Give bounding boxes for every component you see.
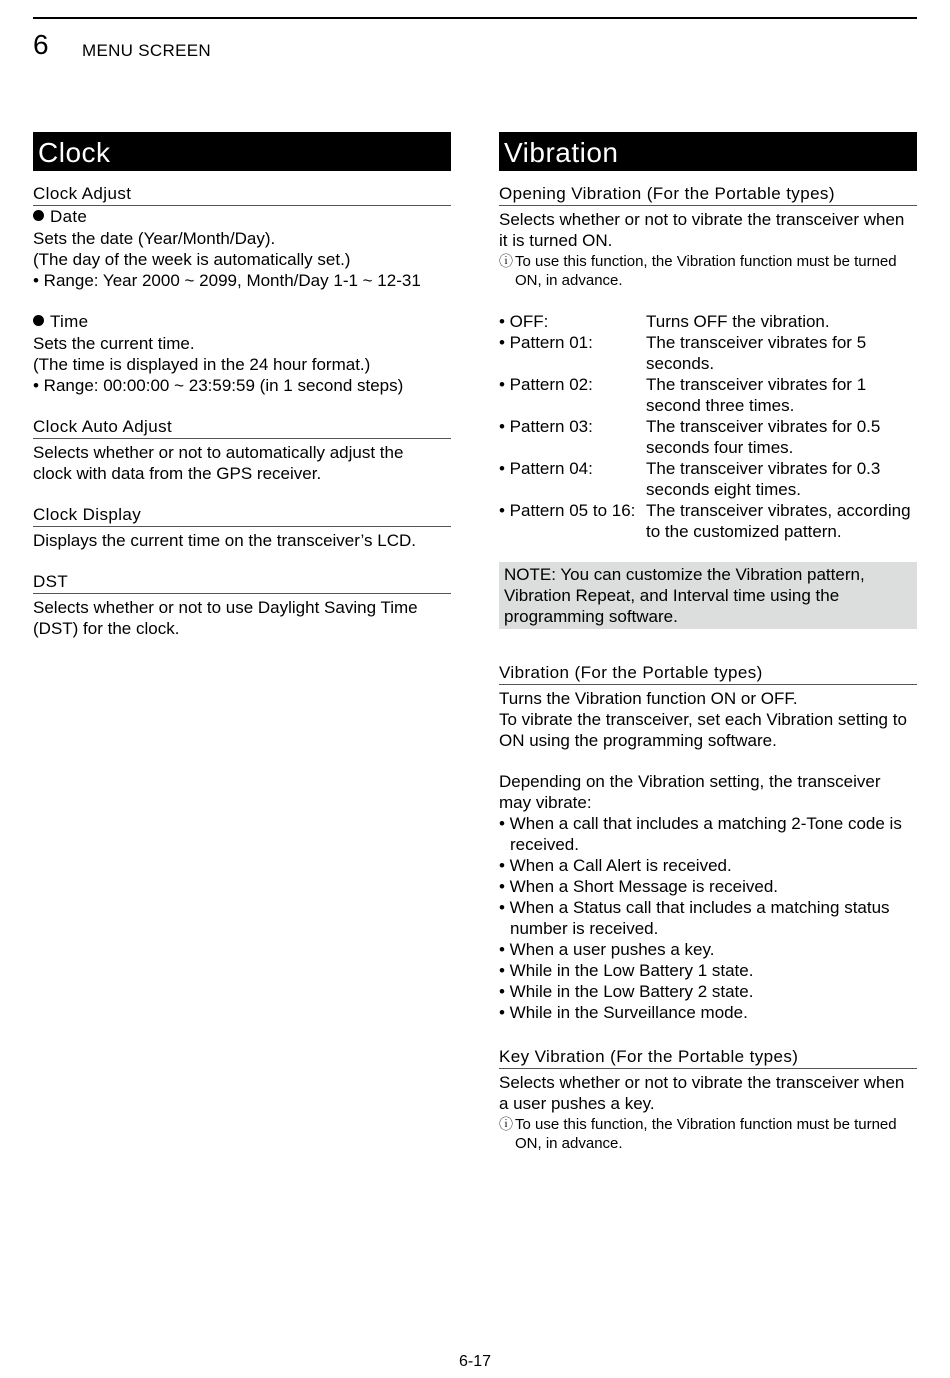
paragraph-line: Selects whether or not to use Daylight Saving Time [33,598,418,617]
note-box: NOTE: You can customize the Vibration pattern, Vibration Repeat, and Interval time using the programming software. [499,562,917,629]
date-heading: Date [33,206,451,228]
time-line: (The time is displayed in the 24 hour format.) [33,355,371,374]
date-line: (The day of the week is automatically set.) [33,250,351,269]
paragraph-line: Selects whether or not to vibrate the transceiver when [499,210,905,229]
pattern-row: • Pattern 05 to 16: The transceiver vibrates, according to the customized pattern. [499,501,911,541]
top-rule [33,17,917,19]
list-item: • When a Status call that includes a matching status number is received. [499,898,890,938]
paragraph-line: (DST) for the clock. [33,619,180,638]
opening-vibration-heading: Opening Vibration (For the Portable types) [499,183,917,206]
info-icon: ⓘ [499,1116,513,1132]
list-item: • While in the Low Battery 2 state. [499,982,754,1001]
paragraph-line: clock with data from the GPS receiver. [33,464,322,483]
vibration-column [499,132,917,1153]
info-icon: ⓘ [499,253,513,269]
clock-display-heading: Clock Display [33,504,451,527]
list-item: • While in the Surveillance mode. [499,1003,748,1022]
paragraph-line: Depending on the Vibration setting, the transceiver [499,772,881,791]
page-footer-number: 6-17 [458,1353,492,1370]
chapter-title: MENU SCREEN [82,41,211,60]
pattern-row: • Pattern 01: The transceiver vibrates for 5 seconds. [499,333,867,373]
clock-auto-adjust-heading: Clock Auto Adjust [33,416,451,439]
info-note: ⓘ To use this function, the Vibration function must be turned ON, in advance. [499,1116,897,1152]
paragraph-line: it is turned ON. [499,231,613,250]
info-note: ⓘ To use this function, the Vibration function must be turned ON, in advance. [499,253,897,289]
paragraph-line: To vibrate the transceiver, set each Vibration setting to [499,710,907,729]
paragraph-line: Turns the Vibration function ON or OFF. [499,689,798,708]
key-vibration-heading: Key Vibration (For the Portable types) [499,1046,917,1069]
paragraph-line: may vibrate: [499,793,592,812]
date-range: • Range: Year 2000 ~ 2099, Month/Day 1-1 ~ 12-31 [33,271,421,290]
bullet-dot-icon [33,315,44,326]
pattern-row: • Pattern 03: The transceiver vibrates for 0.5 seconds four times. [499,417,881,457]
time-heading: Time [33,311,451,333]
paragraph-line: ON using the programming software. [499,731,777,750]
list-item: • When a Call Alert is received. [499,856,732,875]
clock-banner: Clock [33,132,451,171]
vibration-banner: Vibration [499,132,917,171]
list-item: • When a user pushes a key. [499,940,715,959]
date-line: Sets the date (Year/Month/Day). [33,229,276,248]
dst-heading: DST [33,571,451,594]
time-range: • Range: 00:00:00 ~ 23:59:59 (in 1 second steps) [33,376,404,395]
list-item: • When a call that includes a matching 2-Tone code is received. [499,814,902,854]
bullet-dot-icon [33,210,44,221]
paragraph-line: Displays the current time on the transceiver’s LCD. [33,531,416,550]
clock-adjust-heading: Clock Adjust [33,183,451,206]
list-item: • When a Short Message is received. [499,877,779,896]
list-item: • While in the Low Battery 1 state. [499,961,754,980]
vibration-heading: Vibration (For the Portable types) [499,662,917,685]
pattern-row: • Pattern 04: The transceiver vibrates for 0.3 seconds eight times. [499,459,881,499]
paragraph-line: a user pushes a key. [499,1094,655,1113]
paragraph-line: Selects whether or not to automatically adjust the [33,443,404,462]
time-line: Sets the current time. [33,334,195,353]
pattern-row: • Pattern 02: The transceiver vibrates for 1 second three times. [499,375,867,415]
pattern-row: • OFF: Turns OFF the vibration. [499,312,830,331]
paragraph-line: Selects whether or not to vibrate the transceiver when [499,1073,905,1092]
chapter-number: 6 [33,29,49,60]
clock-column [33,132,451,639]
